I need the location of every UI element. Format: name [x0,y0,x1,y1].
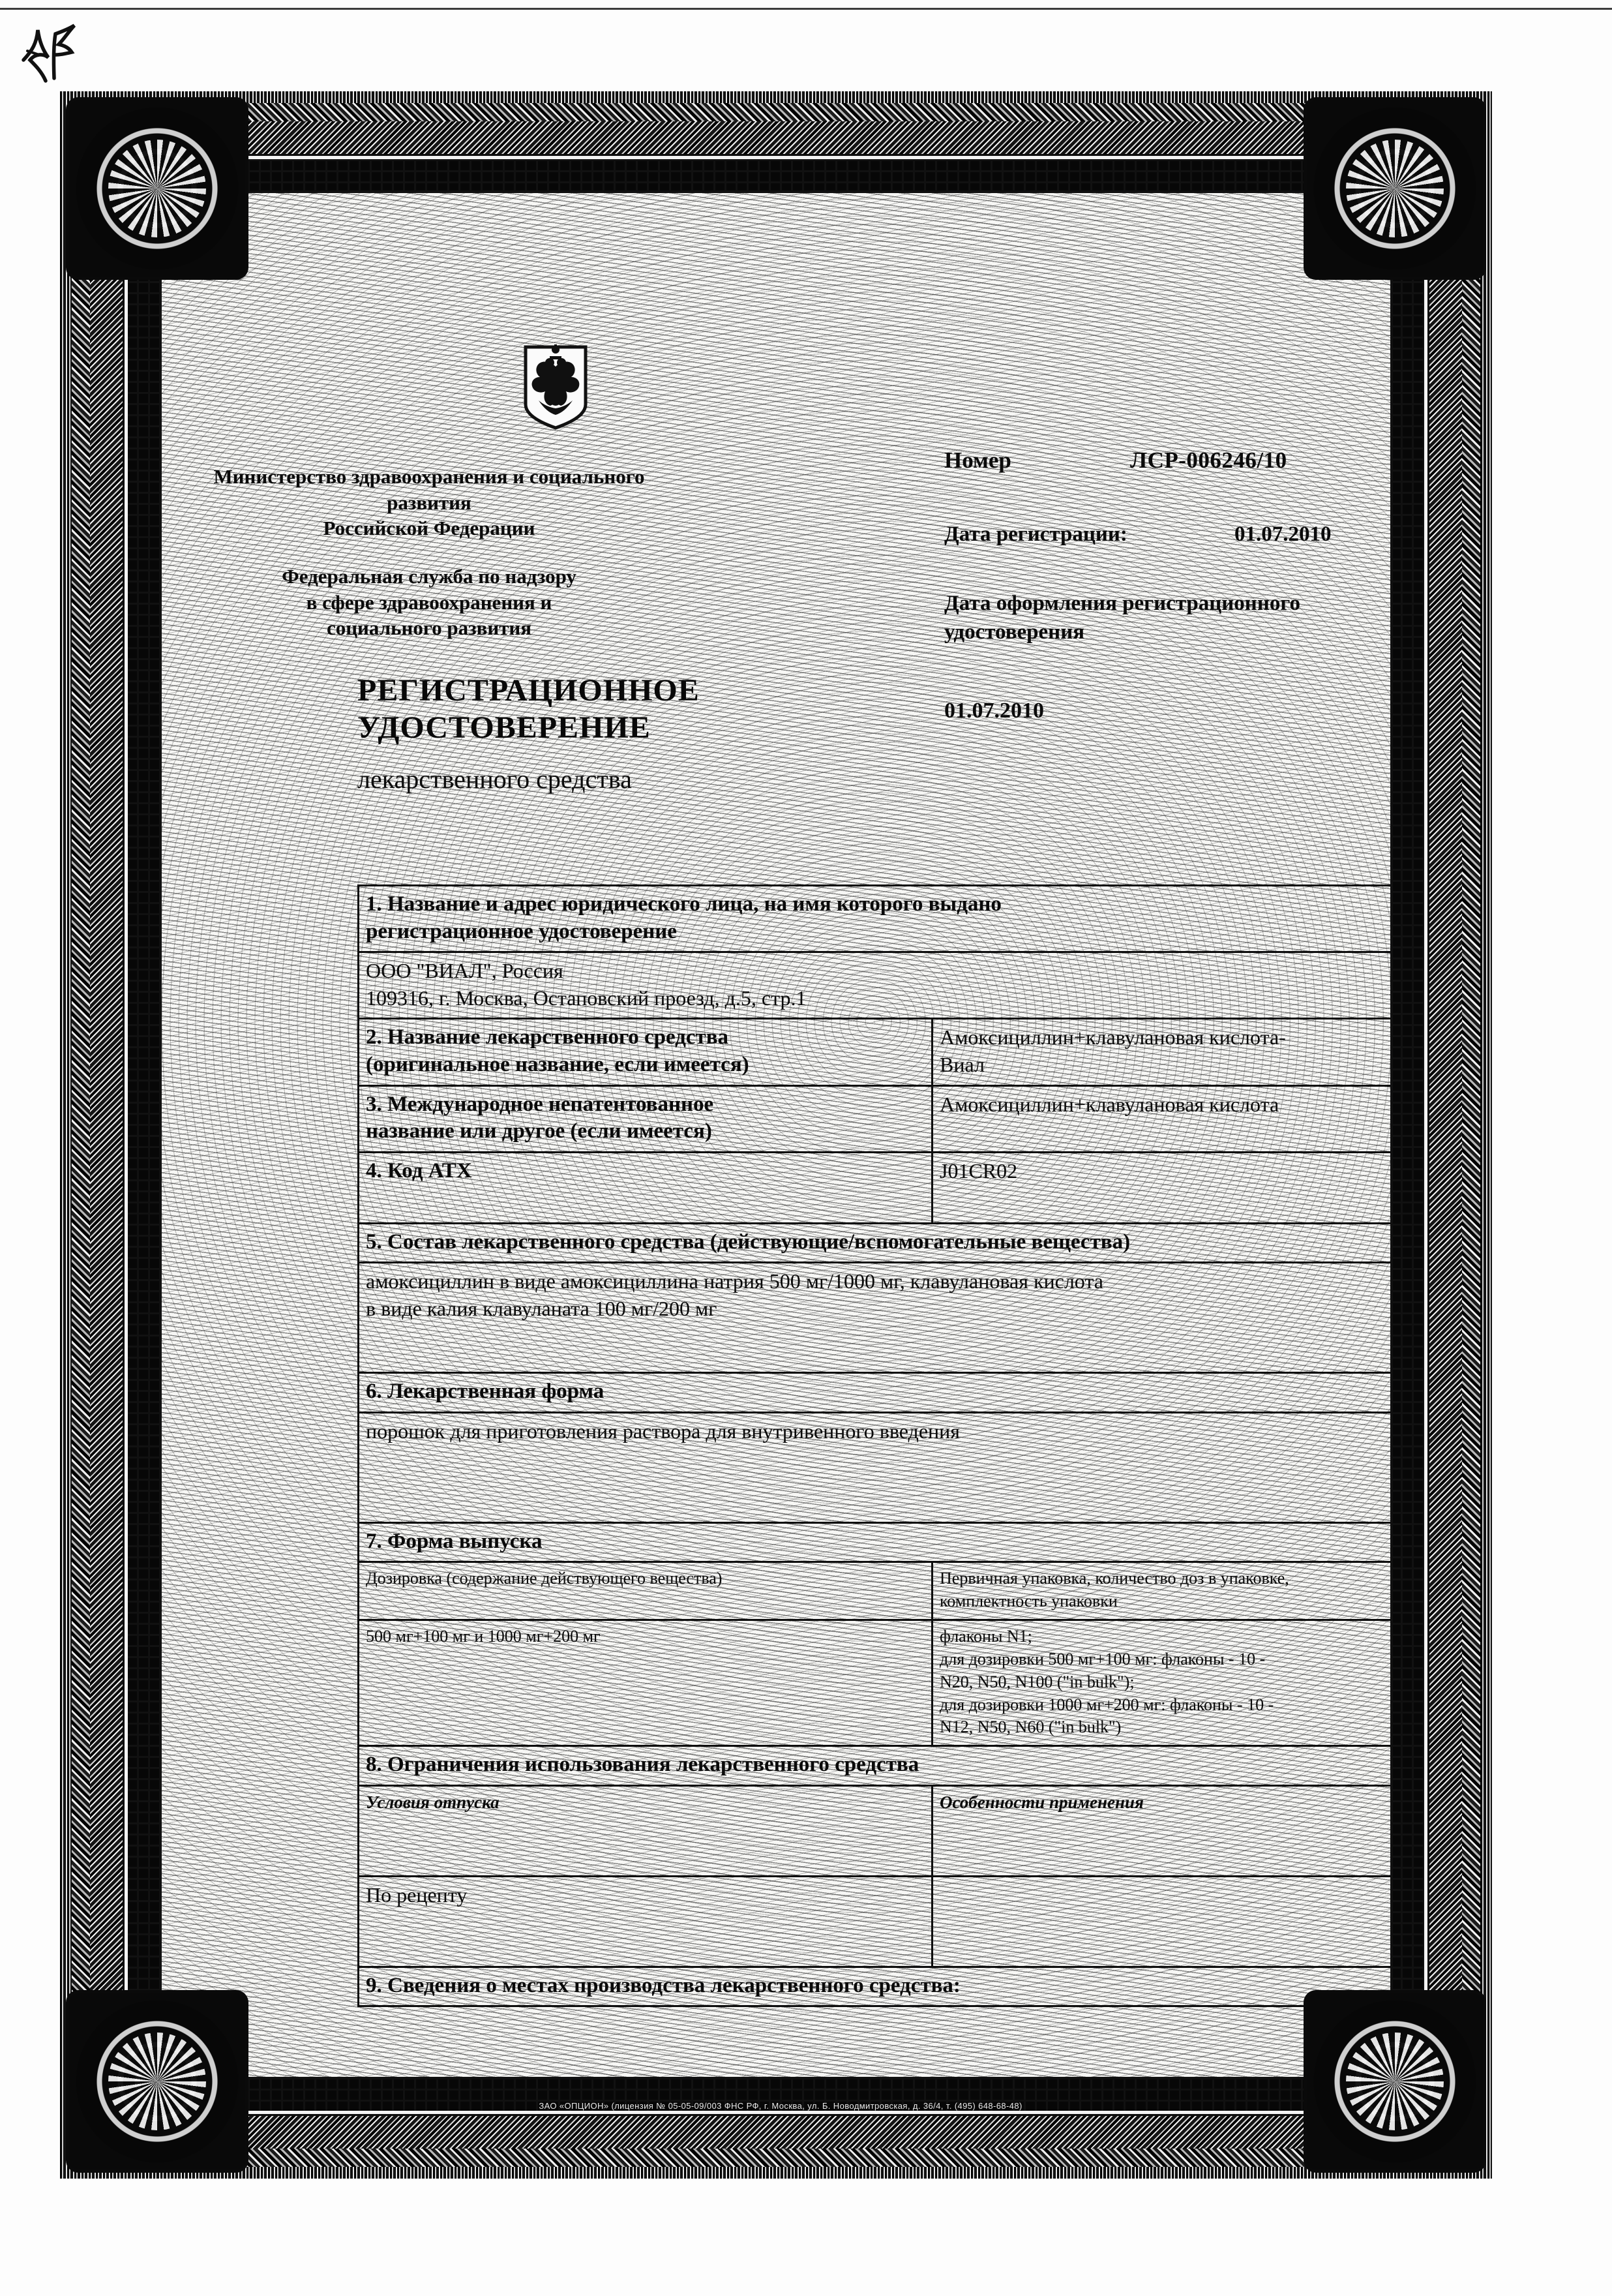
section-3-label [359,1085,933,1152]
section-4-value-atx-code: J01CR02 [933,1152,1391,1223]
packaging-line-5: N12, N50, N60 ("in bulk") [940,1717,1122,1737]
table-row [359,1876,1391,1967]
service-line-2: в сфере здравоохранения и [306,590,552,614]
packaging-line-4: для дозировки 1000 мг+200 мг: флаконы - 10 - [940,1695,1274,1714]
section-7-col2-header [933,1562,1391,1620]
packaging-line-3: N20, N50, N100 ("in bulk"); [940,1672,1135,1691]
section-1-heading-line-2: регистрационное удостоверение [366,919,677,943]
section-1-heading [359,886,1391,952]
table-row [359,1967,1391,2006]
title-line-2: УДОСТОВЕРЕНИЕ [357,710,651,745]
registration-date-label: Дата регистрации: [944,522,1127,546]
section-8-dispensing-value: По рецепту [359,1876,933,1967]
issuing-authority-block [201,464,657,641]
section-7-packaging-value [933,1620,1391,1746]
table-row [359,1373,1391,1413]
section-3-label-line-1: 3. Международное непатентованное [366,1092,714,1116]
table-row [359,1522,1391,1562]
table-row [359,1746,1391,1786]
ministry-line-1: Министерство здравоохранения и социального [213,465,645,488]
section-6-value-dosage-form: порошок для приготовления раствора для внутривенного введения [359,1412,1391,1522]
product-name-line-1: Амоксициллин+клавулановая кислота- [940,1025,1286,1050]
ministry-line-3: Российской Федерации [323,517,535,540]
section-1-value [359,952,1391,1019]
scan-edge-rule [0,8,1612,10]
table-row [359,1562,1391,1620]
table-row [359,1620,1391,1746]
composition-line-1: амоксициллин в виде амоксициллина натрия 500 мг/1000 мг, клавулановая кислота [366,1269,1103,1293]
issue-date-label-line-2: удостоверения [944,620,1085,644]
legal-entity-address: 109316, г. Москва, Остаповский проезд, д.5, стр.1 [366,986,807,1010]
product-name-line-2: Виал [940,1052,985,1076]
section-7-heading: 7. Форма выпуска [359,1522,1391,1562]
ministry-line-2: развития [387,491,471,514]
section-8-col1-header: Условия отпуска [359,1785,933,1876]
table-row [359,1223,1391,1263]
section-5-heading: 5. Состав лекарственного средства (действующие/вспомогательные вещества) [359,1223,1391,1263]
table-row [359,1085,1391,1152]
corner-rosette-bottom-left [69,1993,245,2169]
section-3-label-line-2: название или другое (если имеется) [366,1119,712,1143]
composition-line-2: в виде калия клавуланата 100 мг/200 мг [366,1296,717,1320]
section-8-heading: 8. Ограничения использования лекарственного средства [359,1746,1391,1786]
table-row [359,1263,1391,1373]
title-line-1: РЕГИСТРАЦИОННОЕ [357,673,700,708]
section-3-value: Амоксициллин+клавулановая кислота [933,1085,1391,1152]
table-row [359,1785,1391,1876]
section-9-heading: 9. Сведения о местах производства лекарственного средства: [359,1967,1391,2006]
issue-date-value: 01.07.2010 [944,699,1044,723]
certificate-body [162,193,1390,2077]
service-line-1: Федеральная служба по надзору [282,565,576,588]
page-title [357,672,700,746]
section-2-label-line-1: 2. Название лекарственного средства [366,1025,729,1050]
table-row [359,886,1391,952]
service-line-3: социального развития [326,616,532,640]
certificate-frame [60,91,1492,2179]
section-6-heading: 6. Лекарственная форма [359,1373,1391,1413]
section-8-special-notes-value [933,1876,1391,1967]
section-7-col2-header-line-2: комплектность упаковки [940,1592,1118,1611]
issue-date-label [944,590,1390,646]
section-1-heading-line-1: 1. Название и адрес юридического лица, на имя которого выдано [366,892,1002,916]
table-row [359,1152,1391,1223]
table-row [359,1412,1391,1522]
table-row [359,952,1391,1019]
table-row [359,1019,1391,1085]
page-subtitle: лекарственного средства [357,764,632,794]
packaging-line-1: флаконы N1; [940,1627,1032,1646]
section-2-label-line-2: (оригинальное название, если имеется) [366,1052,749,1076]
registration-date-value: 01.07.2010 [1234,522,1332,546]
corner-rosette-top-right [1307,100,1483,277]
border-microtext: ЗАО «ОПЦИОН» (лицензия № 05-05-09/003 ФНС РФ, г. Москва, ул. Б. Новодмитровская, д. 36/4, т. (495) 648-68-48) [539,2101,1022,2111]
packaging-line-2: для дозировки 500 мг+100 мг: флаконы - 10 - [940,1649,1266,1669]
corner-rosette-top-left [69,100,245,277]
section-8-col2-header: Особенности применения [933,1785,1391,1876]
russian-coat-of-arms-icon [519,344,592,430]
registration-details-table [357,884,1390,2007]
legal-entity-name: ООО "ВИАЛ", Россия [366,959,563,983]
section-5-value [359,1263,1391,1373]
issue-date-label-line-1: Дата оформления регистрационного [944,592,1300,615]
number-label: Номер [944,447,1011,473]
section-7-col1-header: Дозировка (содержание действующего вещества) [359,1562,933,1620]
section-7-col2-header-line-1: Первичная упаковка, количество доз в упаковке, [940,1569,1289,1588]
section-4-label: 4. Код АТХ [359,1152,933,1223]
corner-rosette-bottom-right [1307,1993,1483,2169]
section-2-value [933,1019,1391,1085]
section-7-dosage-value: 500 мг+100 мг и 1000 мг+200 мг [359,1620,933,1746]
handwritten-initials-mark [18,14,103,93]
section-2-label [359,1019,933,1085]
registration-number-value: ЛСР-006246/10 [1130,447,1287,473]
